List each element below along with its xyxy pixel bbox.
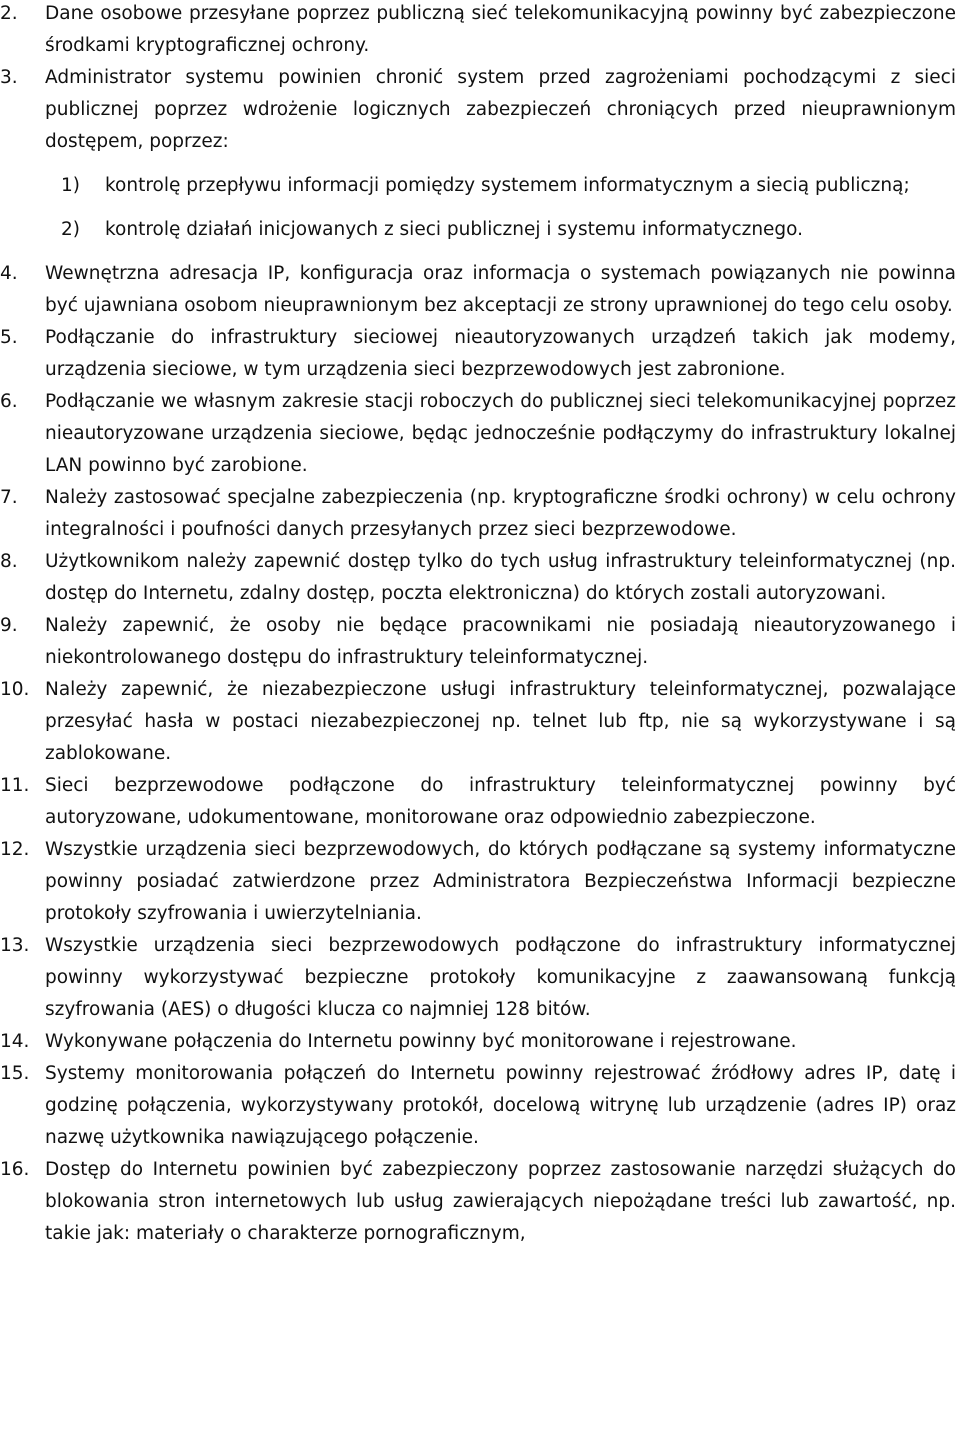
item-number: 7.	[0, 487, 18, 508]
item-number: 13.	[0, 935, 30, 956]
item-text: Należy zapewnić, że osoby nie będące pracownikami nie posiadają nieautoryzowanego i niekontrolowanego dostępu do infrastruktury teleinformatycznej.	[45, 615, 956, 668]
sub-item-number: 2)	[61, 219, 80, 240]
item-number: 11.	[0, 775, 30, 796]
list-item-16	[0, 1154, 960, 1250]
item-text: Podłączanie we własnym zakresie stacji roboczych do publicznej sieci telekomunikacyjnej poprzez nieautoryzowane urządzenia sieciowe, będąc jednocześnie podłączymy do infrastruktury lokalnej LAN powinno być zarobione.	[45, 391, 956, 476]
item-number: 2.	[0, 3, 18, 24]
list-item-2	[0, 0, 960, 62]
item-text: Systemy monitorowania połączeń do Internetu powinny rejestrować źródłowy adres IP, datę i godzinę połączenia, wykorzystywany protokół, docelową witrynę lub urządzenie (adres IP) oraz nazwę użytkownika nawiązującego połączenie.	[45, 1063, 956, 1148]
sub-item-2	[0, 214, 960, 246]
sub-item-number: 1)	[61, 175, 80, 196]
list-item-10	[0, 674, 960, 770]
item-number: 4.	[0, 263, 18, 284]
item-text: Wewnętrzna adresacja IP, konfiguracja oraz informacja o systemach powiązanych nie powinna być ujawniana osobom nieuprawnionym bez akceptacji ze strony uprawnionej do tego celu osoby.	[45, 263, 956, 316]
list-item-4	[0, 258, 960, 322]
item-text: Użytkownikom należy zapewnić dostęp tylko do tych usług infrastruktury teleinformatycznej (np. dostęp do Internetu, zdalny dostęp, poczta elektroniczna) do których zostali autoryzowani.	[45, 551, 956, 604]
list-item-15	[0, 1058, 960, 1154]
item-text: Wykonywane połączenia do Internetu powinny być monitorowane i rejestrowane.	[45, 1031, 797, 1052]
list-item-5	[0, 322, 960, 386]
sub-item-text: kontrolę przepływu informacji pomiędzy systemem informatycznym a siecią publiczną;	[105, 175, 910, 196]
item-number: 15.	[0, 1063, 30, 1084]
list-item-11	[0, 770, 960, 834]
item-number: 12.	[0, 839, 30, 860]
list-item-13	[0, 930, 960, 1026]
item-number: 16.	[0, 1159, 30, 1180]
item-number: 14.	[0, 1031, 30, 1052]
item-number: 8.	[0, 551, 18, 572]
item-number: 5.	[0, 327, 18, 348]
item-text: Należy zastosować specjalne zabezpieczenia (np. kryptograficzne środki ochrony) w celu ochrony integralności i poufności danych przesyłanych przez sieci bezprzewodowe.	[45, 487, 956, 540]
sub-item-text: kontrolę działań inicjowanych z sieci publicznej i systemu informatycznego.	[105, 219, 804, 240]
list-item-12	[0, 834, 960, 930]
item-number: 6.	[0, 391, 18, 412]
item-text: Wszystkie urządzenia sieci bezprzewodowych podłączone do infrastruktury informatycznej powinny wykorzystywać bezpieczne protokoły komunikacyjne z zaawansowaną funkcją szyfrowania (AES) o długości klucza co najmniej 128 bitów.	[45, 935, 956, 1020]
list-item-3	[0, 62, 960, 158]
list-item-9	[0, 610, 960, 674]
item-text: Administrator systemu powinien chronić system przed zagrożeniami pochodzącymi z sieci publicznej poprzez wdrożenie logicznych zabezpieczeń chroniących przed nieuprawnionym dostępem, poprzez:	[45, 67, 956, 152]
item-text: Dostęp do Internetu powinien być zabezpieczony poprzez zastosowanie narzędzi służących do blokowania stron internetowych lub usług zawierających niepożądane treści lub zawartość, np. takie jak: materiały o charakterze pornograficznym,	[45, 1159, 956, 1244]
list-item-7	[0, 482, 960, 546]
item-number: 9.	[0, 615, 18, 636]
list-item-8	[0, 546, 960, 610]
list-item-14	[0, 1026, 960, 1058]
item-text: Należy zapewnić, że niezabezpieczone usługi infrastruktury teleinformatycznej, pozwalające przesyłać hasła w postaci niezabezpieczonej np. telnet lub ftp, nie są wykorzystywane i są zablokowane.	[45, 679, 956, 764]
item-text: Sieci bezprzewodowe podłączone do infrastruktury teleinformatycznej powinny być autoryzowane, udokumentowane, monitorowane oraz odpowiednio zabezpieczone.	[45, 775, 956, 828]
item-number: 10.	[0, 679, 30, 700]
item-text: Dane osobowe przesyłane poprzez publiczną sieć telekomunikacyjną powinny być zabezpieczone środkami kryptograficznej ochrony.	[45, 3, 956, 56]
list-item-6	[0, 386, 960, 482]
item-number: 3.	[0, 67, 18, 88]
sub-item-1	[0, 170, 960, 202]
item-text: Podłączanie do infrastruktury sieciowej nieautoryzowanych urządzeń takich jak modemy, urządzenia sieciowe, w tym urządzenia sieci bezprzewodowych jest zabronione.	[45, 327, 956, 380]
item-text: Wszystkie urządzenia sieci bezprzewodowych, do których podłączane są systemy informatyczne powinny posiadać zatwierdzone przez Administratora Bezpieczeństwa Informacji bezpieczne protokoły szyfrowania i uwierzytelniania.	[45, 839, 956, 924]
